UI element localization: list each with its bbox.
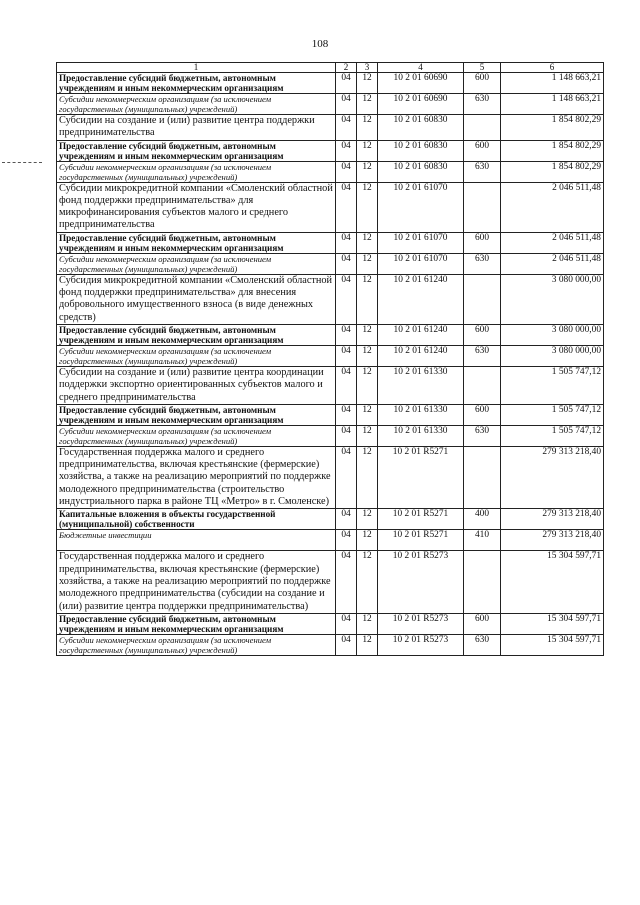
row-subsection: 12 <box>357 530 378 551</box>
row-target-code: 10 2 01 R5271 <box>378 509 464 530</box>
table-row <box>57 94 604 115</box>
row-target-code: 10 2 01 R5273 <box>378 613 464 634</box>
row-expense-type: 630 <box>464 345 501 366</box>
header-row <box>57 63 604 73</box>
row-target-code: 10 2 01 60690 <box>378 73 464 94</box>
table-row <box>57 115 604 141</box>
table-row <box>57 73 604 94</box>
row-subsection: 12 <box>357 345 378 366</box>
row-section: 04 <box>336 404 357 425</box>
row-name: Предоставление субсидий бюджетным, автономным учреждениям и иным некоммерческим организациям <box>57 140 336 161</box>
table-row <box>57 446 604 508</box>
row-name: Субсидии некоммерческим организациям (за исключением государственных (муниципальных) учреждений) <box>57 425 336 446</box>
row-amount: 1 505 747,12 <box>501 366 604 404</box>
row-amount: 15 304 597,71 <box>501 551 604 613</box>
row-expense-type: 410 <box>464 530 501 551</box>
row-amount: 1 854 802,29 <box>501 161 604 182</box>
row-section: 04 <box>336 140 357 161</box>
row-name: Субсидии некоммерческим организациям (за исключением государственных (муниципальных) учреждений) <box>57 345 336 366</box>
row-name: Капитальные вложения в объекты государственной (муниципальной) собственности <box>57 509 336 530</box>
row-section: 04 <box>336 253 357 274</box>
row-expense-type: 600 <box>464 324 501 345</box>
row-expense-type <box>464 446 501 508</box>
row-subsection: 12 <box>357 404 378 425</box>
row-expense-type: 600 <box>464 232 501 253</box>
row-amount: 15 304 597,71 <box>501 634 604 655</box>
row-subsection: 12 <box>357 425 378 446</box>
row-amount: 2 046 511,48 <box>501 232 604 253</box>
header-cell-section: 2 <box>336 63 357 73</box>
header-cell-subsection: 3 <box>357 63 378 73</box>
row-target-code: 10 2 01 61330 <box>378 366 464 404</box>
row-target-code: 10 2 01 61240 <box>378 345 464 366</box>
row-amount: 1 148 663,21 <box>501 94 604 115</box>
row-subsection: 12 <box>357 182 378 232</box>
row-expense-type: 630 <box>464 253 501 274</box>
row-amount: 279 313 218,40 <box>501 530 604 551</box>
row-subsection: 12 <box>357 551 378 613</box>
row-amount: 15 304 597,71 <box>501 613 604 634</box>
row-expense-type <box>464 274 501 324</box>
row-name: Бюджетные инвестиции <box>57 530 336 551</box>
table-row <box>57 345 604 366</box>
row-expense-type <box>464 366 501 404</box>
row-expense-type: 600 <box>464 613 501 634</box>
page-number: 108 <box>311 38 329 50</box>
row-section: 04 <box>336 613 357 634</box>
row-target-code: 10 2 01 60830 <box>378 140 464 161</box>
table-row <box>57 634 604 655</box>
row-amount: 1 854 802,29 <box>501 140 604 161</box>
row-subsection: 12 <box>357 634 378 655</box>
row-subsection: 12 <box>357 366 378 404</box>
budget-table <box>56 62 604 656</box>
row-target-code: 10 2 01 R5273 <box>378 634 464 655</box>
row-expense-type: 600 <box>464 73 501 94</box>
table-row <box>57 613 604 634</box>
table-row <box>57 140 604 161</box>
row-name: Государственная поддержка малого и среднего предпринимательства, включая крестьянские (фермерские) хозяйства, а также на реализацию мероприятий по поддержке молодежного предпринимательства (строительство индустриального парка в районе ТЦ «Метро» в г. Смоленске) <box>57 446 336 508</box>
row-name: Субсидии микрокредитной компании «Смоленский областной фонд поддержки предпринимательства» для микрофинансирования субъектов малого и среднего предпринимательства <box>57 182 336 232</box>
row-subsection: 12 <box>357 94 378 115</box>
row-section: 04 <box>336 274 357 324</box>
row-target-code: 10 2 01 61070 <box>378 232 464 253</box>
table-row <box>57 253 604 274</box>
table-row <box>57 530 604 551</box>
row-section: 04 <box>336 551 357 613</box>
row-target-code: 10 2 01 R5271 <box>378 446 464 508</box>
row-amount: 2 046 511,48 <box>501 182 604 232</box>
row-section: 04 <box>336 115 357 141</box>
row-subsection: 12 <box>357 509 378 530</box>
row-target-code: 10 2 01 R5273 <box>378 551 464 613</box>
row-section: 04 <box>336 182 357 232</box>
row-expense-type: 600 <box>464 140 501 161</box>
row-expense-type: 400 <box>464 509 501 530</box>
row-amount: 279 313 218,40 <box>501 446 604 508</box>
header-cell-target-code: 4 <box>378 63 464 73</box>
table-row <box>57 232 604 253</box>
row-target-code: 10 2 01 61330 <box>378 425 464 446</box>
row-name: Субсидии на создание и (или) развитие центра координации поддержки экспортно ориентированных субъектов малого и среднего предпринимательства <box>57 366 336 404</box>
table-row <box>57 404 604 425</box>
row-name: Субсидия микрокредитной компании «Смоленский областной фонд поддержки предпринимательства» для внесения добровольного имущественного взноса (в виде денежных средств) <box>57 274 336 324</box>
row-section: 04 <box>336 161 357 182</box>
row-section: 04 <box>336 634 357 655</box>
row-amount: 3 080 000,00 <box>501 345 604 366</box>
margin-mark <box>2 162 42 163</box>
row-amount: 1 148 663,21 <box>501 73 604 94</box>
row-subsection: 12 <box>357 161 378 182</box>
row-section: 04 <box>336 345 357 366</box>
row-subsection: 12 <box>357 274 378 324</box>
row-name: Субсидии некоммерческим организациям (за исключением государственных (муниципальных) учреждений) <box>57 161 336 182</box>
row-section: 04 <box>336 446 357 508</box>
table-row <box>57 324 604 345</box>
row-amount: 1 505 747,12 <box>501 404 604 425</box>
table-row <box>57 274 604 324</box>
row-name: Субсидии на создание и (или) развитие центра поддержки предпринимательства <box>57 115 336 141</box>
table-row <box>57 161 604 182</box>
row-name: Предоставление субсидий бюджетным, автономным учреждениям и иным некоммерческим организациям <box>57 324 336 345</box>
row-name: Государственная поддержка малого и среднего предпринимательства, включая крестьянские (фермерские) хозяйства, а также на реализацию мероприятий по поддержке молодежного предпринимательства (субсидии на создание и (или) развитие центра поддержки предпринимательства) <box>57 551 336 613</box>
row-subsection: 12 <box>357 253 378 274</box>
row-target-code: 10 2 01 61070 <box>378 182 464 232</box>
row-name: Предоставление субсидий бюджетным, автономным учреждениям и иным некоммерческим организациям <box>57 613 336 634</box>
row-subsection: 12 <box>357 324 378 345</box>
row-name: Предоставление субсидий бюджетным, автономным учреждениям и иным некоммерческим организациям <box>57 404 336 425</box>
row-expense-type <box>464 551 501 613</box>
row-subsection: 12 <box>357 115 378 141</box>
row-expense-type <box>464 182 501 232</box>
row-target-code: 10 2 01 60690 <box>378 94 464 115</box>
row-target-code: 10 2 01 61330 <box>378 404 464 425</box>
row-section: 04 <box>336 366 357 404</box>
table-row <box>57 182 604 232</box>
table-row <box>57 551 604 613</box>
row-amount: 3 080 000,00 <box>501 274 604 324</box>
row-name: Субсидии некоммерческим организациям (за исключением государственных (муниципальных) учреждений) <box>57 253 336 274</box>
table-body <box>57 73 604 656</box>
row-expense-type: 630 <box>464 634 501 655</box>
row-name: Предоставление субсидий бюджетным, автономным учреждениям и иным некоммерческим организациям <box>57 73 336 94</box>
row-section: 04 <box>336 509 357 530</box>
row-expense-type: 630 <box>464 425 501 446</box>
row-target-code: 10 2 01 R5271 <box>378 530 464 551</box>
row-expense-type: 630 <box>464 94 501 115</box>
row-target-code: 10 2 01 60830 <box>378 115 464 141</box>
table-header <box>57 63 604 73</box>
row-name: Субсидии некоммерческим организациям (за исключением государственных (муниципальных) учреждений) <box>57 634 336 655</box>
header-cell-name: 1 <box>57 63 336 73</box>
table-row <box>57 509 604 530</box>
row-target-code: 10 2 01 60830 <box>378 161 464 182</box>
table-row <box>57 425 604 446</box>
row-subsection: 12 <box>357 140 378 161</box>
row-section: 04 <box>336 324 357 345</box>
row-target-code: 10 2 01 61240 <box>378 324 464 345</box>
row-section: 04 <box>336 94 357 115</box>
row-amount: 1 505 747,12 <box>501 425 604 446</box>
table-row <box>57 366 604 404</box>
row-section: 04 <box>336 425 357 446</box>
row-target-code: 10 2 01 61240 <box>378 274 464 324</box>
header-cell-amount: 6 <box>501 63 604 73</box>
row-amount: 1 854 802,29 <box>501 115 604 141</box>
row-section: 04 <box>336 530 357 551</box>
row-amount: 3 080 000,00 <box>501 324 604 345</box>
row-name: Субсидии некоммерческим организациям (за исключением государственных (муниципальных) учреждений) <box>57 94 336 115</box>
row-section: 04 <box>336 232 357 253</box>
row-expense-type: 600 <box>464 404 501 425</box>
row-section: 04 <box>336 73 357 94</box>
row-expense-type: 630 <box>464 161 501 182</box>
row-subsection: 12 <box>357 232 378 253</box>
row-subsection: 12 <box>357 446 378 508</box>
row-amount: 2 046 511,48 <box>501 253 604 274</box>
row-name: Предоставление субсидий бюджетным, автономным учреждениям и иным некоммерческим организациям <box>57 232 336 253</box>
row-amount: 279 313 218,40 <box>501 509 604 530</box>
row-subsection: 12 <box>357 73 378 94</box>
header-cell-expense-type: 5 <box>464 63 501 73</box>
row-expense-type <box>464 115 501 141</box>
row-subsection: 12 <box>357 613 378 634</box>
row-target-code: 10 2 01 61070 <box>378 253 464 274</box>
